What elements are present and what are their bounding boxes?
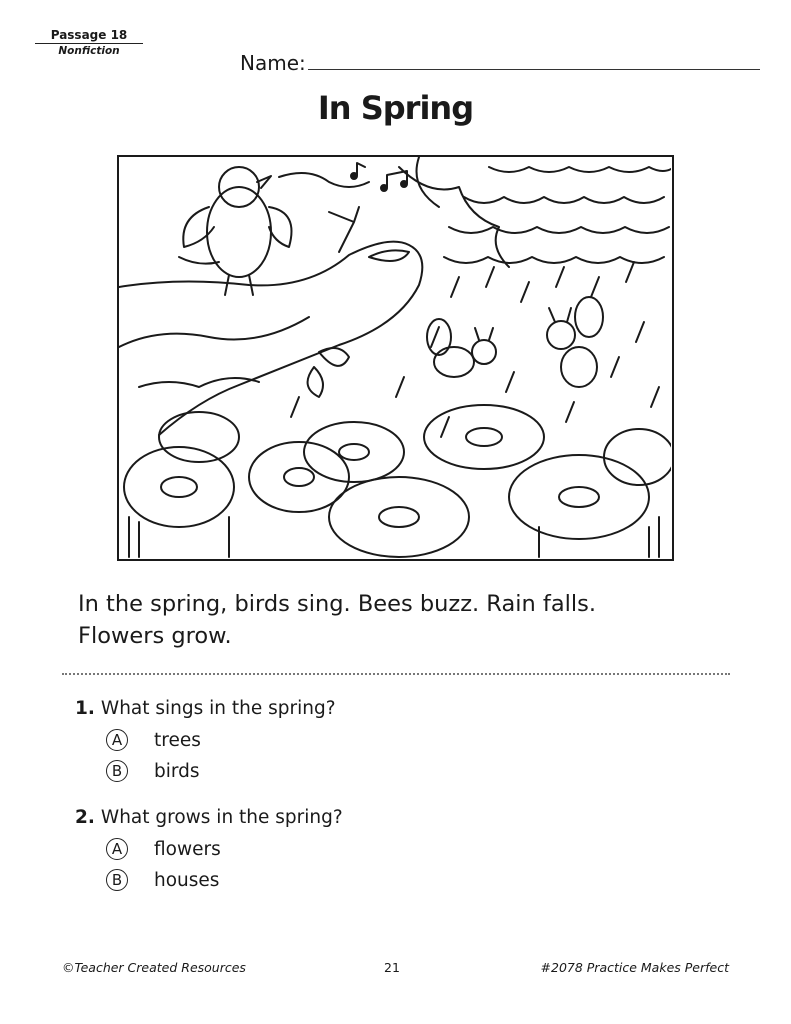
passage-line: Flowers grow.	[78, 623, 232, 649]
name-label: Name:	[240, 51, 306, 75]
footer-publisher: ©Teacher Created Resources	[62, 960, 246, 975]
option-text: birds	[154, 760, 200, 782]
answer-bubble[interactable]: A	[106, 729, 128, 751]
question-text: What sings in the spring?	[100, 698, 336, 719]
spring-illustration	[117, 155, 674, 561]
bee-icon	[427, 319, 496, 377]
passage-text	[78, 588, 738, 652]
question-1-option-a[interactable]	[106, 728, 201, 752]
name-field[interactable]	[308, 69, 760, 70]
question-1	[75, 697, 336, 721]
rain-drop-icon	[291, 262, 659, 437]
question-1-option-b[interactable]	[106, 759, 200, 783]
divider	[62, 673, 730, 675]
flower-icon	[124, 405, 671, 557]
question-2-option-a[interactable]	[106, 837, 221, 861]
question-text: What grows in the spring?	[100, 807, 343, 828]
answer-bubble[interactable]: B	[106, 869, 128, 891]
answer-bubble[interactable]: A	[106, 838, 128, 860]
question-2-option-b[interactable]	[106, 868, 219, 892]
page-title: In Spring	[317, 89, 474, 127]
option-text: trees	[154, 729, 201, 751]
bee-icon	[547, 297, 603, 387]
question-2	[75, 806, 343, 830]
footer-series: #2078 Practice Makes Perfect	[540, 960, 729, 975]
bird-icon	[179, 167, 292, 295]
question-number: 1.	[75, 698, 95, 719]
passage-line: In the spring, birds sing. Bees buzz. Rain falls.	[78, 591, 596, 617]
passage-label: Passage 18	[35, 28, 143, 44]
genre-label: Nonfiction	[58, 45, 120, 57]
option-text: houses	[154, 869, 220, 891]
question-number: 2.	[75, 807, 95, 828]
answer-bubble[interactable]: B	[106, 760, 128, 782]
page-number: 21	[384, 960, 400, 975]
option-text: flowers	[154, 838, 221, 860]
